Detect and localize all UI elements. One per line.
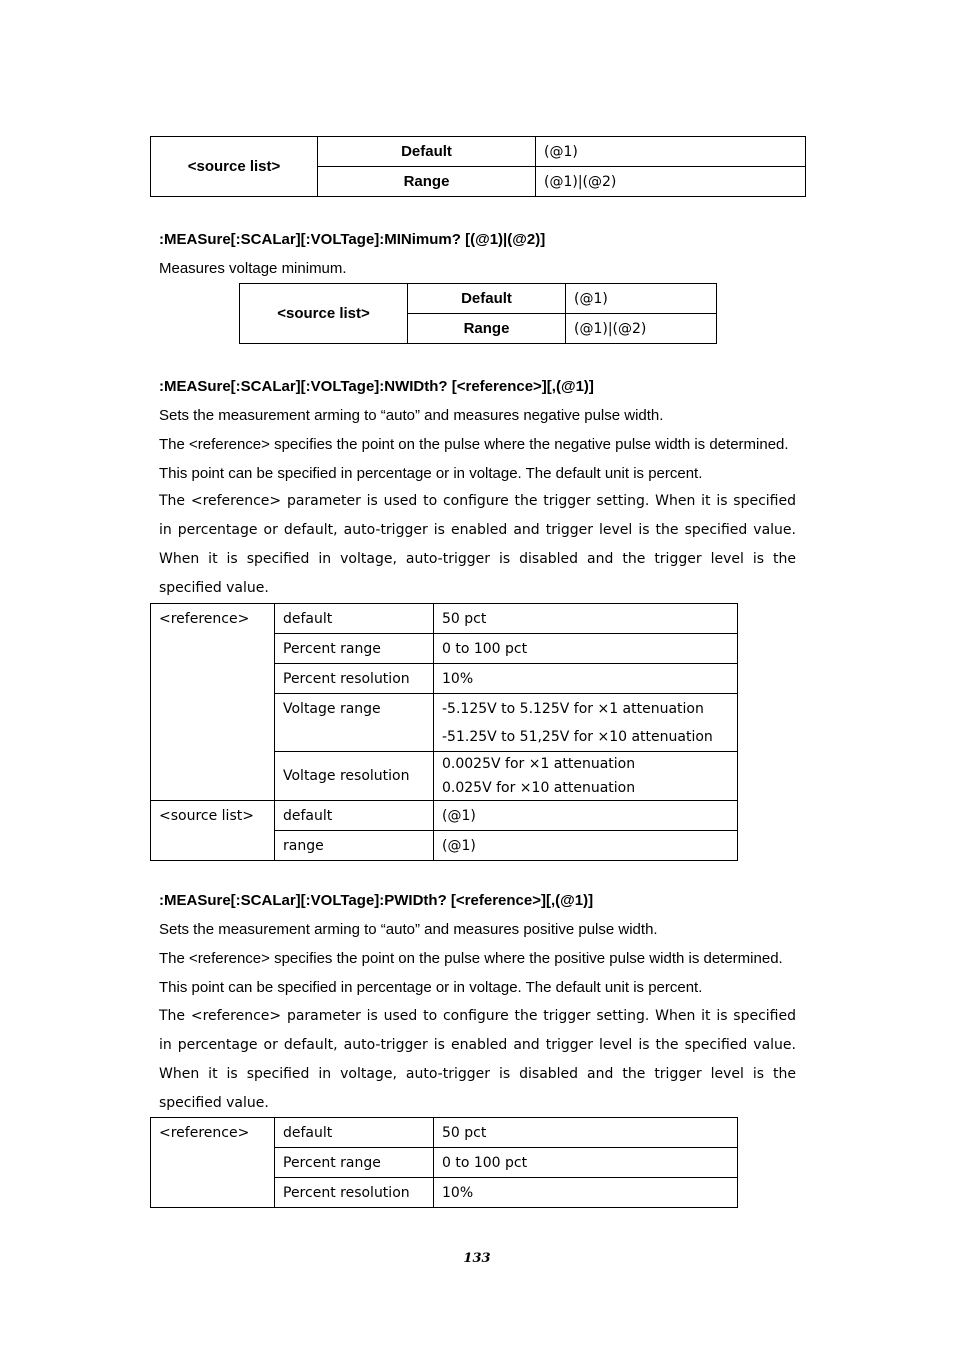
default-key: default — [275, 604, 434, 634]
percent-resolution-key: Percent resolution — [275, 1178, 434, 1208]
pwidth-paragraph-1: Sets the measurement arming to “auto” and measures positive pulse width. — [159, 921, 658, 938]
pwidth-paragraph-2: The <reference> specifies the point on the pulse where the positive pulse width is determined. — [159, 950, 783, 967]
range-value: (@1)|(@2) — [536, 167, 806, 197]
percent-range-value: 0 to 100 pct — [434, 634, 738, 664]
voltage-resolution-key: Voltage resolution — [275, 752, 434, 801]
voltage-resolution-value-2: 0.025V for ×10 attenuation — [442, 780, 636, 796]
pwidth-paragraph-3: This point can be specified in percentage or in voltage. The default unit is percent. — [159, 979, 703, 996]
range-key: Range — [408, 314, 566, 344]
pwidth-paragraph-4-line-4: specified value. — [159, 1095, 269, 1111]
default-key: default — [275, 1118, 434, 1148]
source-range-key: range — [275, 831, 434, 861]
source-list-label: <source list> — [151, 801, 275, 861]
nwidth-paragraph-3: This point can be specified in percentage or in voltage. The default unit is percent. — [159, 465, 703, 482]
range-value: (@1)|(@2) — [566, 314, 717, 344]
default-key: Default — [408, 284, 566, 314]
minimum-description: Measures voltage minimum. — [159, 260, 347, 277]
reference-label: <reference> — [151, 604, 275, 801]
percent-resolution-key: Percent resolution — [275, 664, 434, 694]
page-number: 133 — [463, 1251, 491, 1266]
voltage-range-value-1: -5.125V to 5.125V for ×1 attenuation — [442, 701, 704, 717]
source-list-label: <source list> — [151, 137, 318, 197]
nwidth-paragraph-2: The <reference> specifies the point on the pulse where the negative pulse width is determined. — [159, 436, 789, 453]
pwidth-paragraph-4-line-3: When it is specified in voltage, auto-trigger is disabled and the trigger level is the — [159, 1066, 796, 1082]
default-value: (@1) — [536, 137, 806, 167]
source-default-key: default — [275, 801, 434, 831]
minimum-source-list-table — [239, 283, 717, 344]
default-value: (@1) — [566, 284, 717, 314]
voltage-range-value — [434, 694, 738, 752]
source-list-label: <source list> — [240, 284, 408, 344]
reference-label: <reference> — [151, 1118, 275, 1208]
voltage-range-key: Voltage range — [275, 694, 434, 752]
default-value: 50 pct — [434, 604, 738, 634]
nwidth-paragraph-4-line-2: in percentage or default, auto-trigger is enabled and trigger level is the specified value. — [159, 522, 796, 538]
nwidth-paragraph-1: Sets the measurement arming to “auto” and measures negative pulse width. — [159, 407, 664, 424]
voltage-resolution-value-1: 0.0025V for ×1 attenuation — [442, 756, 636, 772]
voltage-resolution-value — [434, 752, 738, 801]
percent-resolution-value: 10% — [434, 1178, 738, 1208]
source-default-value: (@1) — [434, 801, 738, 831]
nwidth-paragraph-4-line-4: specified value. — [159, 580, 269, 596]
percent-resolution-value: 10% — [434, 664, 738, 694]
pwidth-heading: :MEASure[:SCALar][:VOLTage]:PWIDth? [<reference>][,(@1)] — [159, 892, 594, 909]
percent-range-value: 0 to 100 pct — [434, 1148, 738, 1178]
percent-range-key: Percent range — [275, 634, 434, 664]
source-range-value: (@1) — [434, 831, 738, 861]
pwidth-paragraph-4-line-2: in percentage or default, auto-trigger is enabled and trigger level is the specified value. — [159, 1037, 796, 1053]
pwidth-parameter-table — [150, 1117, 738, 1208]
default-key: Default — [318, 137, 536, 167]
nwidth-heading: :MEASure[:SCALar][:VOLTage]:NWIDth? [<reference>][,(@1)] — [159, 378, 594, 395]
percent-range-key: Percent range — [275, 1148, 434, 1178]
minimum-heading: :MEASure[:SCALar][:VOLTage]:MINimum? [(@1)|(@2)] — [159, 231, 546, 248]
default-value: 50 pct — [434, 1118, 738, 1148]
nwidth-parameter-table — [150, 603, 738, 861]
pwidth-paragraph-4-line-1: The <reference> parameter is used to configure the trigger setting. When it is specified — [159, 1008, 796, 1024]
nwidth-paragraph-4-line-1: The <reference> parameter is used to configure the trigger setting. When it is specified — [159, 493, 796, 509]
source-list-table-top — [150, 136, 806, 197]
nwidth-paragraph-4-line-3: When it is specified in voltage, auto-trigger is disabled and the trigger level is the — [159, 551, 796, 567]
range-key: Range — [318, 167, 536, 197]
voltage-range-value-2: -51.25V to 51,25V for ×10 attenuation — [442, 729, 713, 745]
